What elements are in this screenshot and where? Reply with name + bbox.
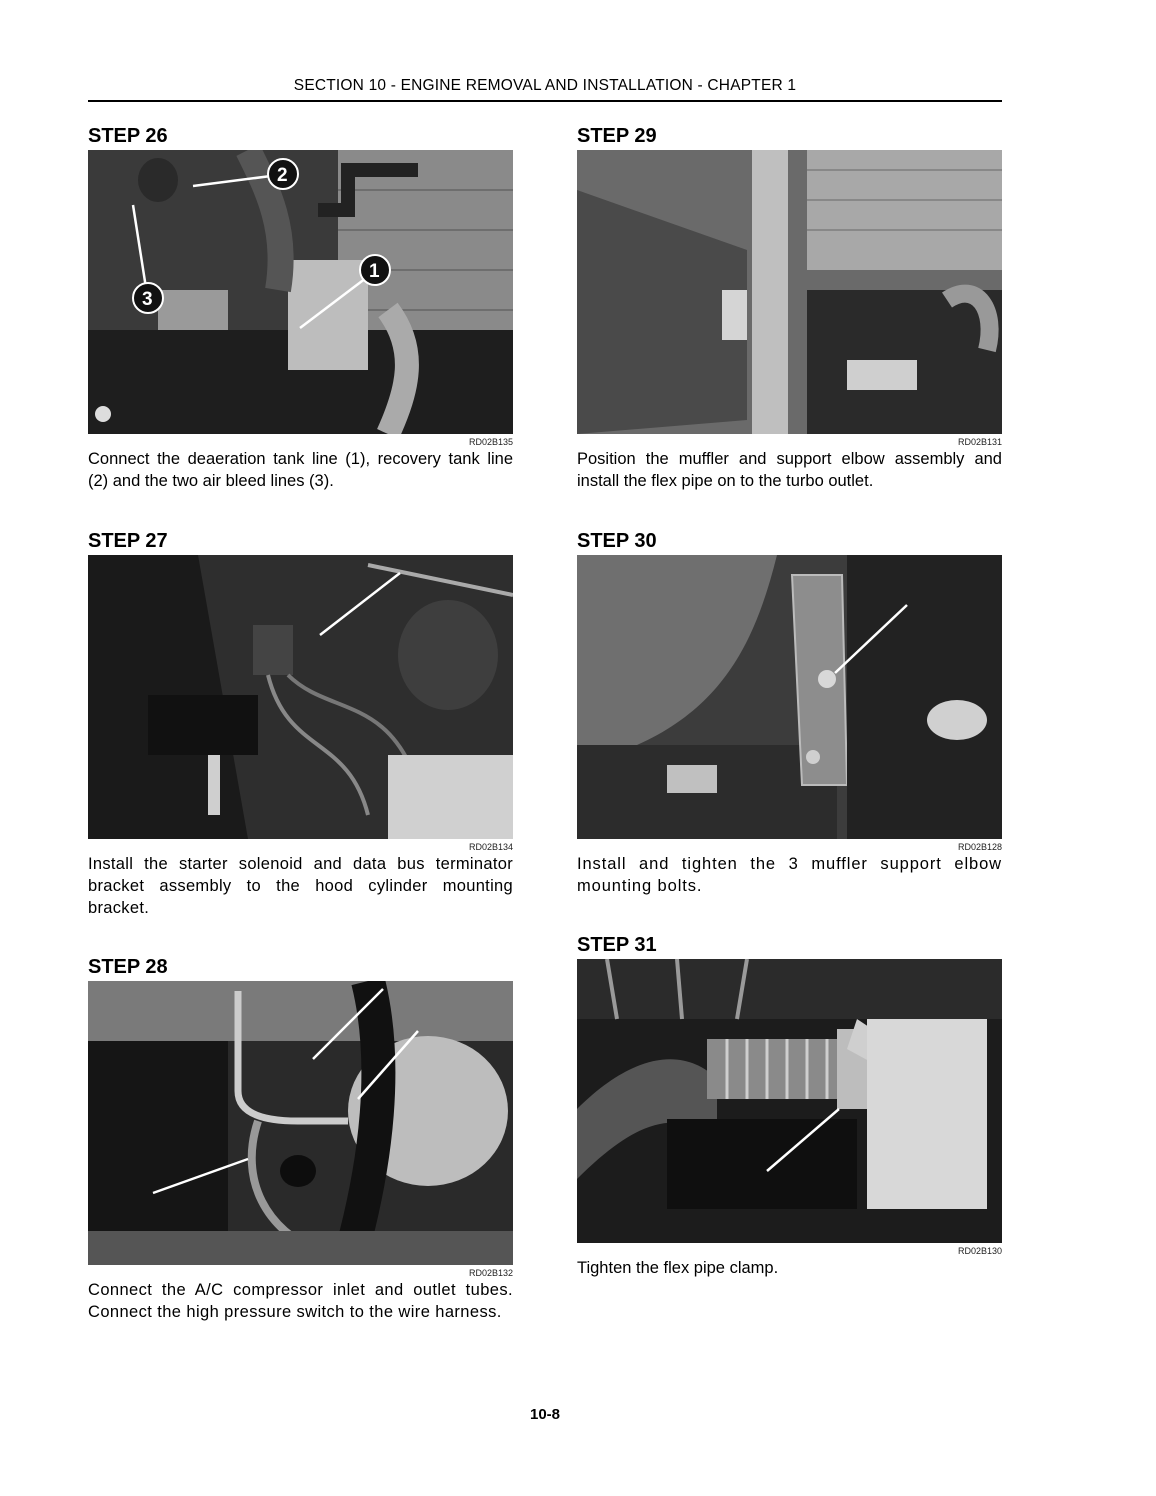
photo-code: RD02B132 xyxy=(468,1268,513,1278)
svg-text:2: 2 xyxy=(277,165,288,186)
svg-text:1: 1 xyxy=(369,261,380,282)
step-30 xyxy=(577,529,1002,897)
step-27 xyxy=(88,529,513,919)
step-title: STEP 31 xyxy=(577,934,657,956)
step-31-photo xyxy=(577,959,1002,1243)
step-31 xyxy=(577,933,1002,1279)
page-number: 10-8 xyxy=(529,1406,561,1423)
solenoid-photo-illustration xyxy=(88,555,513,839)
step-title: STEP 29 xyxy=(577,125,657,147)
step-title: STEP 30 xyxy=(577,530,657,552)
muffler-photo-illustration xyxy=(577,150,1002,434)
step-title: STEP 27 xyxy=(88,530,168,552)
step-title: STEP 28 xyxy=(88,956,168,978)
flex-pipe-clamp-photo-illustration xyxy=(577,959,1002,1243)
step-caption: Connect the A/C compressor inlet and outlet tubes. Connect the high pressure switch to the wire harness. xyxy=(88,1281,513,1321)
engine-photo-illustration xyxy=(88,150,513,434)
step-30-photo xyxy=(577,555,1002,839)
step-27-photo xyxy=(88,555,513,839)
step-caption: Install the starter solenoid and data bus terminator bracket assembly to the hood cylinder mounting bracket. xyxy=(88,855,513,917)
step-caption: Install and tighten the 3 muffler support elbow mounting bolts. xyxy=(577,855,1002,895)
step-26-photo xyxy=(88,150,513,434)
photo-code: RD02B134 xyxy=(468,842,513,852)
photo-code: RD02B128 xyxy=(957,842,1002,852)
photo-code: RD02B135 xyxy=(468,437,513,447)
step-caption: Position the muffler and support elbow assembly and install the flex pipe on to the turbo outlet. xyxy=(577,450,1002,490)
step-26 xyxy=(88,124,513,492)
svg-text:3: 3 xyxy=(142,289,153,310)
callout-1 xyxy=(360,255,390,285)
section-header: SECTION 10 - ENGINE REMOVAL AND INSTALLATION - CHAPTER 1 xyxy=(88,76,1002,102)
callout-2 xyxy=(268,159,298,189)
callout-3 xyxy=(133,283,163,313)
step-28 xyxy=(88,955,513,1323)
step-29-photo xyxy=(577,150,1002,434)
step-caption: Tighten the flex pipe clamp. xyxy=(577,1259,779,1277)
photo-code: RD02B131 xyxy=(957,437,1002,447)
support-elbow-photo-illustration xyxy=(577,555,1002,839)
photo-code: RD02B130 xyxy=(957,1246,1002,1256)
step-29 xyxy=(577,124,1002,492)
step-caption: Connect the deaeration tank line (1), recovery tank line (2) and the two air bleed lines (3). xyxy=(88,450,513,490)
step-28-photo xyxy=(88,981,513,1265)
step-title: STEP 26 xyxy=(88,125,168,147)
compressor-photo-illustration xyxy=(88,981,513,1265)
